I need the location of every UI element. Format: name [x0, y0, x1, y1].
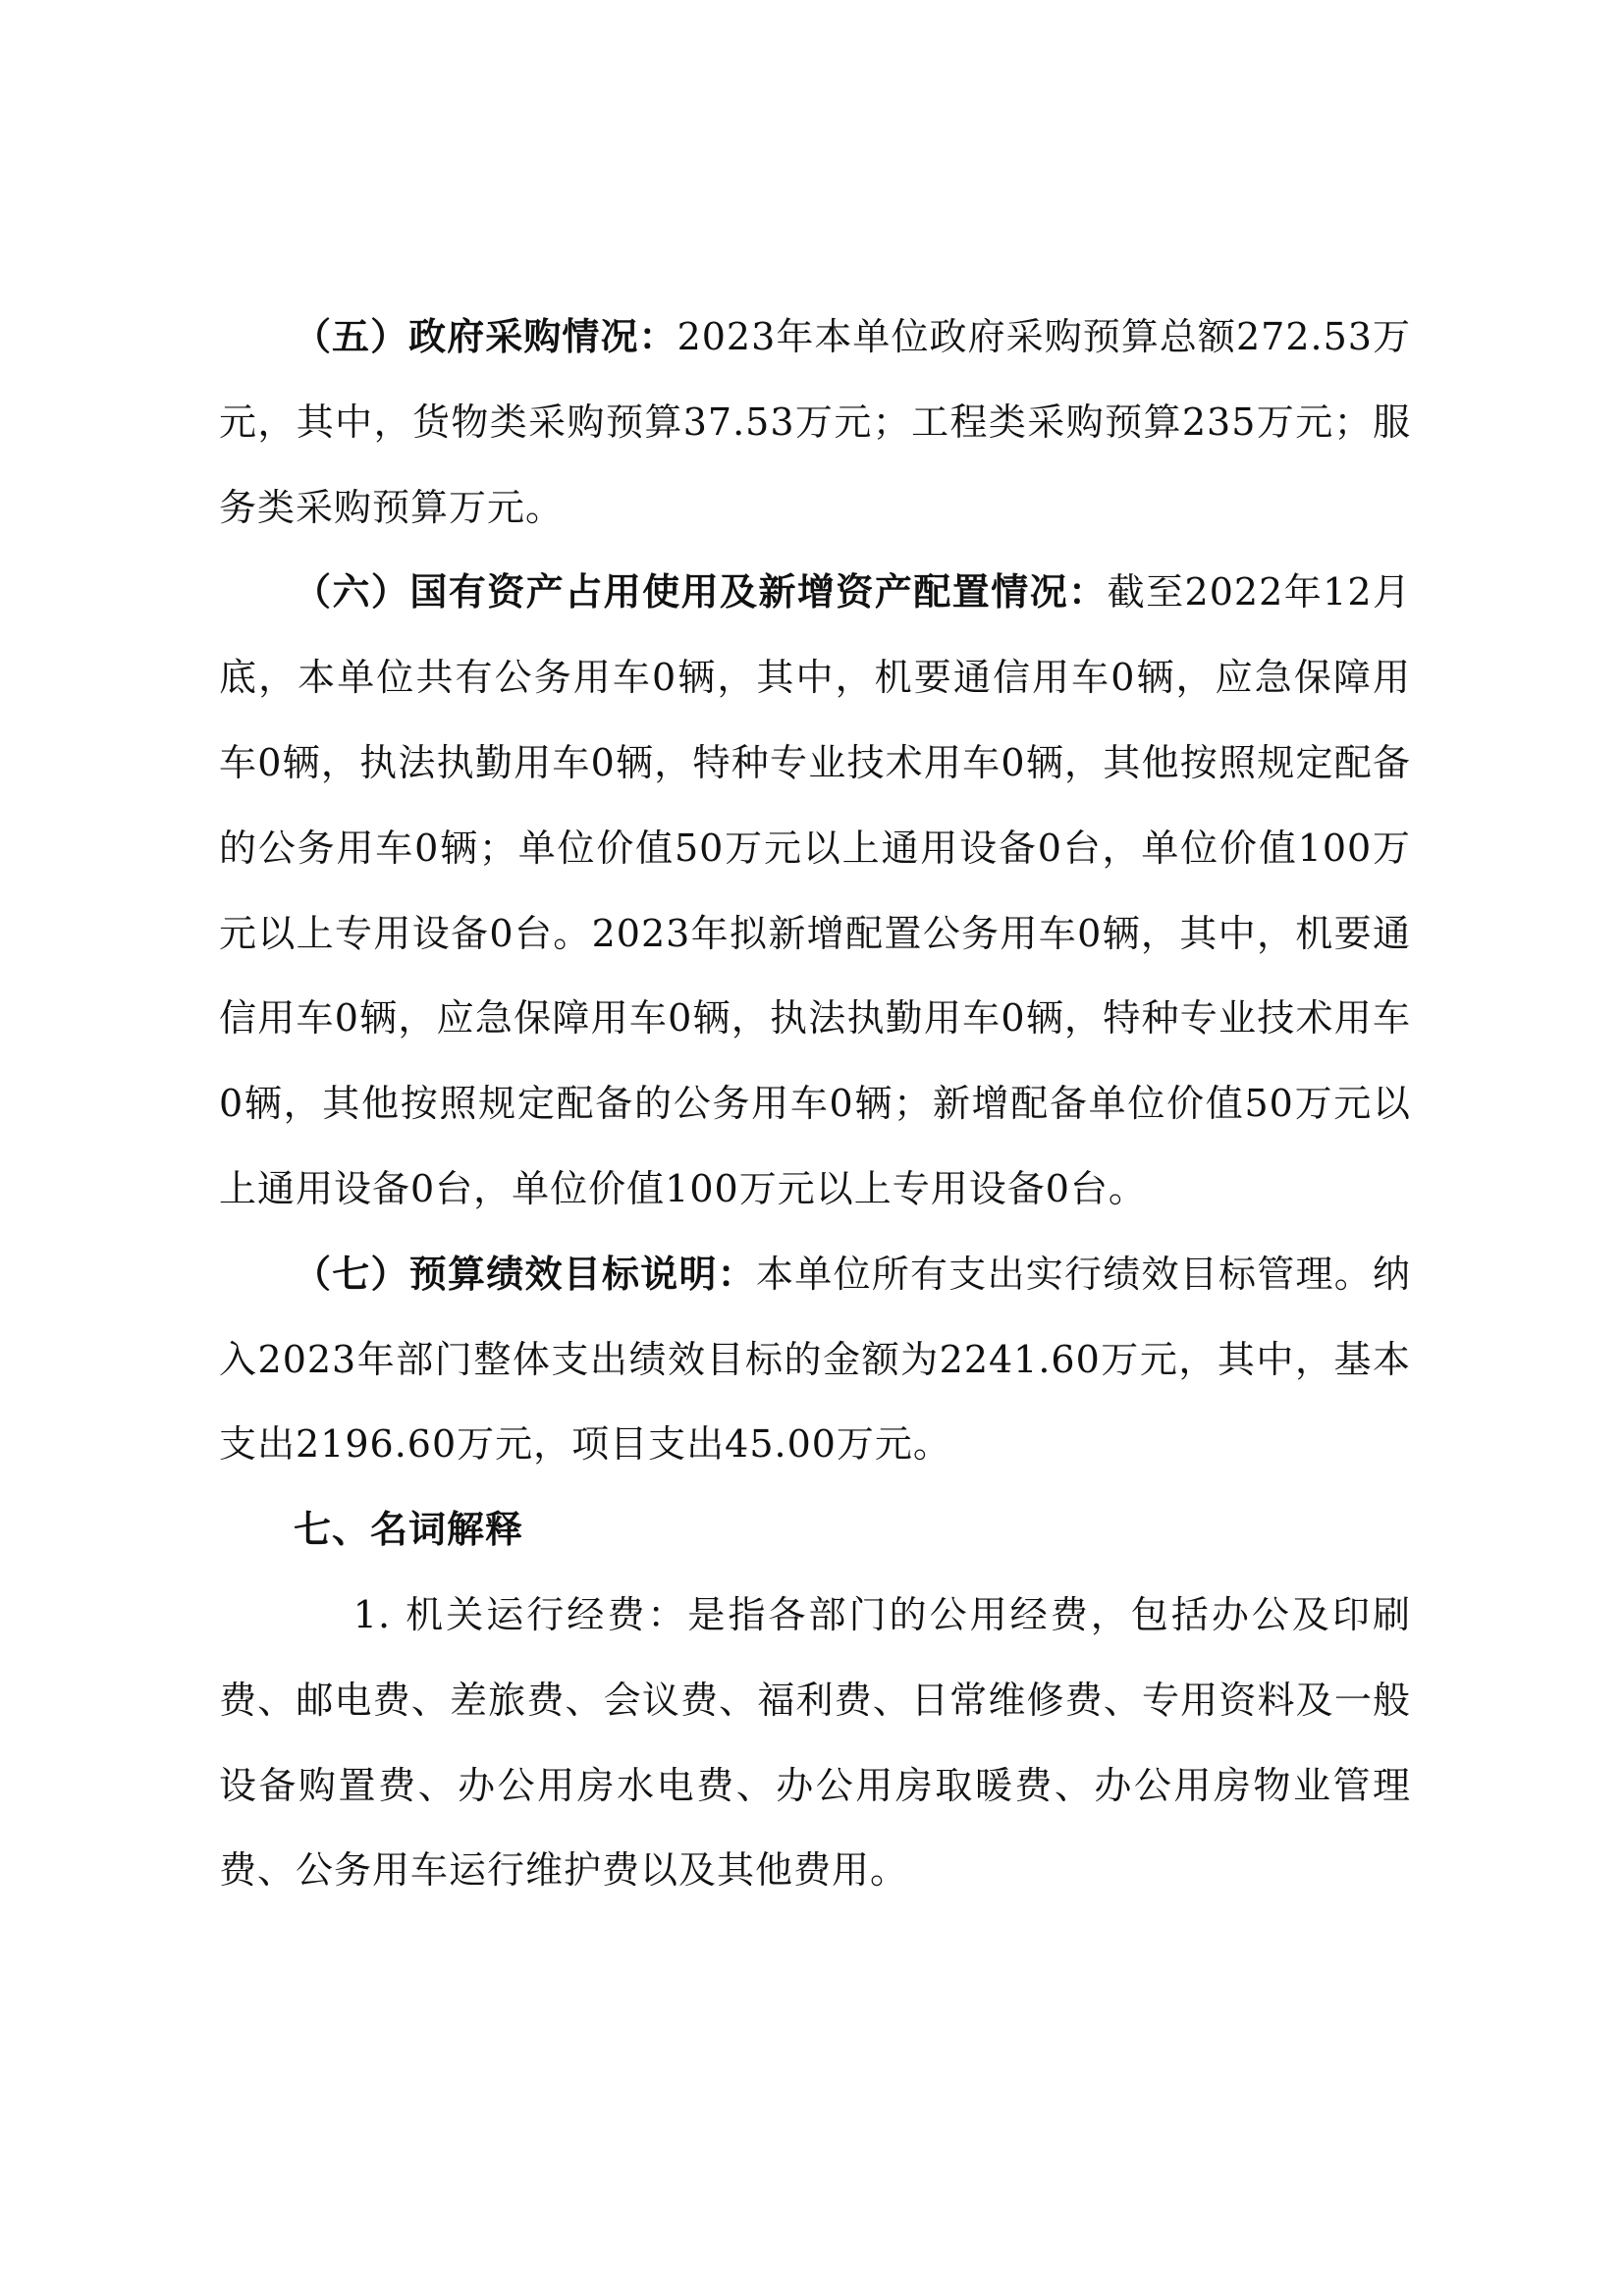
procurement-heading: （五）政府采购情况： — [294, 315, 677, 358]
paragraph-performance-goals — [219, 1232, 1411, 1487]
paragraph-state-assets — [219, 550, 1411, 1231]
glossary-item-operating-expenses: 1. 机关运行经费：是指各部门的公用经费，包括办公及印刷费、邮电费、差旅费、会议费、福利费、日常维修费、专用资料及一般设备购置费、办公用房水电费、办公用房取暖费、办公用房物业管理费、公务用车运行维护费以及其他费用。 — [219, 1592, 1411, 1893]
performance-text: 本单位所有支出实行绩效目标管理。纳入2023年部门整体支出绩效目标的金额为2241.60万元，其中，基本支出2196.60万元，项目支出45.00万元。 — [219, 1252, 1411, 1467]
assets-text: 截至2022年12月底，本单位共有公务用车0辆，其中，机要通信用车0辆，应急保障用车0辆，执法执勤用车0辆，特种专业技术用车0辆，其他按照规定配备的公务用车0辆；单位价值50万元以上通用设备0台，单位价值100万元以上专用设备0台。2023年拟新增配置公务用车0辆，其中，机要通信用车0辆，应急保障用车0辆，执法执勤用车0辆，特种专业技术用车0辆，其他按照规定配备的公务用车0辆；新增配备单位价值50万元以上通用设备0台，单位价值100万元以上专用设备0台。 — [219, 570, 1411, 1210]
assets-heading: （六）国有资产占用使用及新增资产配置情况： — [294, 570, 1108, 614]
paragraph-government-procurement — [219, 294, 1411, 550]
section-heading-glossary: 七、名词解释 — [294, 1508, 524, 1552]
procurement-text: 2023年本单位政府采购预算总额272.53万元，其中，货物类采购预算37.53万元；工程类采购预算235万元；服务类采购预算万元。 — [219, 315, 1411, 529]
document-body — [219, 294, 1411, 1913]
performance-heading: （七）预算绩效目标说明： — [294, 1252, 756, 1296]
